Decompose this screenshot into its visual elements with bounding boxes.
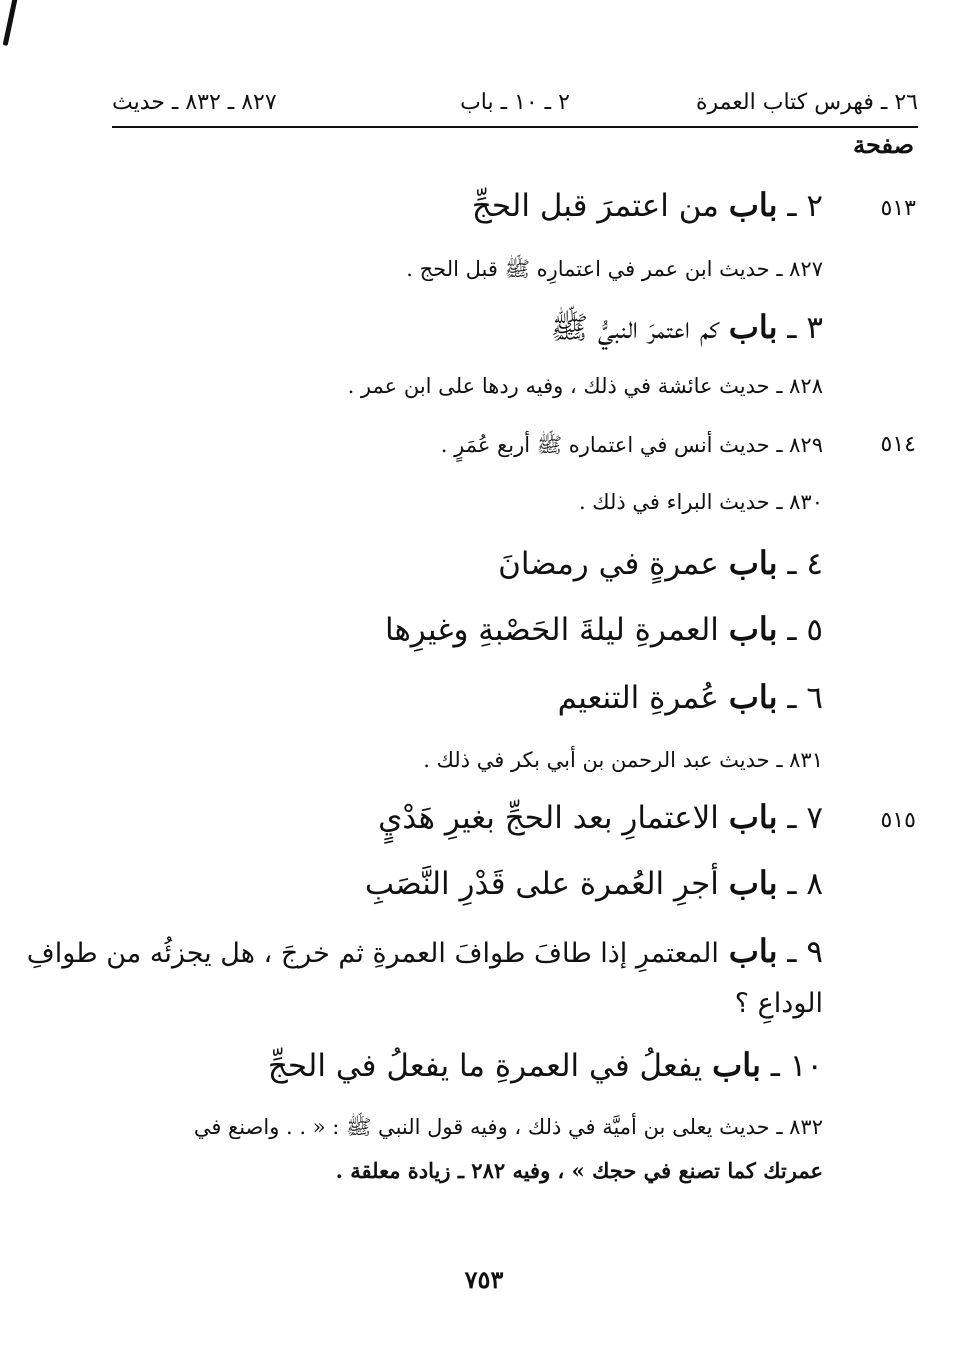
chapter-heading-continuation <box>100 984 823 1020</box>
chapter-title: أجرِ العُمرة على قَدْرِ النَّصَبِ <box>364 866 719 902</box>
chapter-number: ٦ ـ <box>787 680 823 716</box>
chapter-heading <box>26 932 823 970</box>
chapter-word: باب <box>728 932 778 970</box>
header-hadith-range: ٨٢٧ ـ ٨٣٢ ـ حديث <box>112 90 277 115</box>
chapter-heading <box>100 308 823 354</box>
chapter-heading <box>100 610 823 648</box>
chapter-word: باب <box>728 610 778 648</box>
hadith-entry: ٨٢٧ ـ حديث ابن عمر في اعتمارِه ﷺ قبل الحج . <box>406 257 823 281</box>
chapter-title: الاعتمارِ بعد الحجِّ بغيرِ هَدْيٍ <box>378 800 719 836</box>
chapter-number: ١٠ ـ <box>770 1048 823 1084</box>
chapter-number: ٩ ـ <box>787 934 823 970</box>
hadith-entry: ٨٣٢ ـ حديث يعلى بن أميَّة في ذلك ، وفيه قول النبي ﷺ : « . . واصنع في <box>193 1115 823 1139</box>
chapter-number: ٣ ـ <box>787 310 823 346</box>
page-number: ٧٥٣ <box>464 1265 504 1294</box>
hadith-entry: ٨٣١ ـ حديث عبد الرحمن بن أبي بكر في ذلك . <box>423 748 823 772</box>
scan-edge-mark <box>3 0 19 46</box>
chapter-heading <box>100 544 823 582</box>
chapter-title: عمرةٍ في رمضانَ <box>498 546 719 582</box>
page-ref: ٥١٤ <box>880 432 916 457</box>
chapter-number: ٤ ـ <box>787 546 823 582</box>
chapter-title: عُمرةِ التنعيم <box>557 680 719 716</box>
chapter-number: ٢ ـ <box>787 188 823 224</box>
page-ref: ٥١٣ <box>880 196 916 221</box>
header-book-title: ٢٦ ـ فهرس كتاب العمرة <box>695 90 918 115</box>
chapter-title: المعتمرِ إذا طافَ طوافَ العمرةِ ثم خرجَ ، هل يجزئُه من طوافِ <box>26 938 719 969</box>
chapter-title-continuation: الوداعِ ؟ <box>734 988 823 1019</box>
chapter-heading <box>100 186 823 224</box>
chapter-word: باب <box>728 678 778 716</box>
running-header <box>112 90 918 120</box>
chapter-word: باب <box>728 186 778 224</box>
header-divider <box>112 126 918 128</box>
chapter-title: يفعلُ في العمرةِ ما يفعلُ في الحجِّ <box>267 1048 703 1084</box>
hadith-entry: ٨٢٩ ـ حديث أنس في اعتماره ﷺ أربع عُمَرٍ . <box>440 433 823 457</box>
chapter-title: العمرةِ ليلةَ الحَصْبةِ وغيرِها <box>385 612 719 648</box>
page-ref: ٥١٥ <box>880 808 916 833</box>
chapter-word: باب <box>728 798 778 836</box>
chapter-title: من اعتمرَ قبل الحجِّ <box>471 188 719 224</box>
hadith-entry: ٨٣٠ ـ حديث البراء في ذلك . <box>578 490 823 514</box>
chapter-heading <box>100 864 823 902</box>
chapter-heading <box>100 798 823 836</box>
chapter-number: ٨ ـ <box>787 866 823 902</box>
chapter-word: باب <box>728 864 778 902</box>
chapter-heading <box>100 678 823 716</box>
hadith-entry-continuation: عمرتك كما تصنع في حجك » ، وفيه ٢٨٢ ـ زيادة معلقة . <box>335 1158 823 1183</box>
chapter-number: ٥ ـ <box>787 612 823 648</box>
chapter-title: كم اعتمرَ النبيُّ ﷺ <box>550 310 719 346</box>
hadith-entry: ٨٢٨ ـ حديث عائشة في ذلك ، وفيه ردها على ابن عمر . <box>347 374 823 398</box>
chapter-word: باب <box>728 308 778 346</box>
chapter-word: باب <box>712 1046 761 1084</box>
chapter-heading <box>100 1046 823 1084</box>
chapter-number: ٧ ـ <box>787 800 823 836</box>
page-column-label: صفحة <box>853 130 914 159</box>
chapter-word: باب <box>728 544 778 582</box>
header-chapter-range: ٢ ـ ١٠ ـ باب <box>460 90 570 115</box>
